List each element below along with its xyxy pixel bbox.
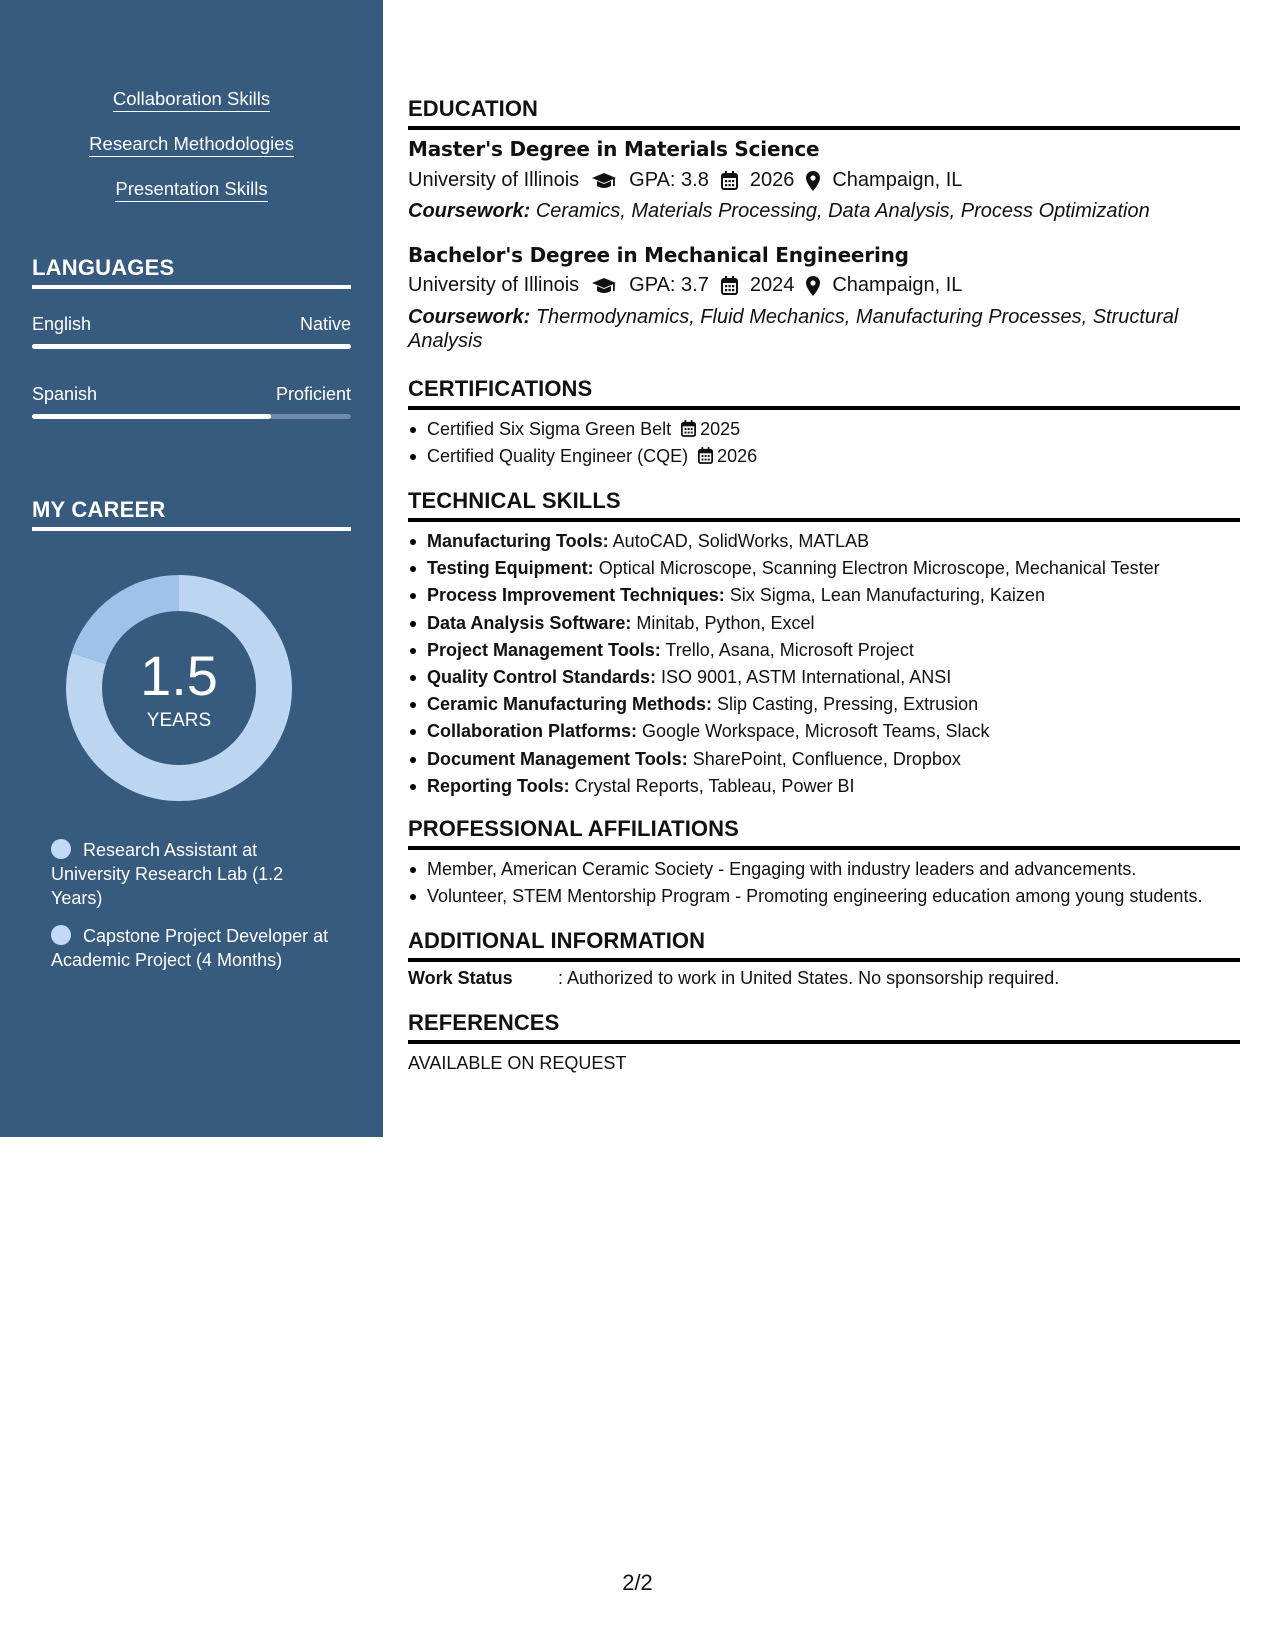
career-years-value: 1.5 (140, 644, 218, 707)
bullet-dot-icon (51, 925, 71, 945)
technical-skills-list (408, 528, 1240, 800)
education-details (408, 169, 962, 192)
location-pin-icon (806, 171, 820, 191)
career-heading: MY CAREER (32, 497, 351, 531)
language-row-english (32, 314, 351, 335)
language-bar-fill (32, 414, 271, 419)
list-item: Ceramic Manufacturing Methods: Slip Casting, Pressing, Extrusion (408, 691, 1240, 718)
bullet-dot-icon (51, 839, 71, 859)
location-pin-icon (806, 276, 820, 296)
calendar-icon (681, 420, 696, 437)
career-years-unit: YEARS (146, 710, 212, 731)
gpa: GPA: 3.8 (629, 169, 709, 191)
certifications-list (408, 416, 1240, 470)
list-item: Testing Equipment: Optical Microscope, Scanning Electron Microscope, Mechanical Tester (408, 555, 1240, 582)
location: Champaign, IL (832, 274, 963, 296)
school-name: University of Illinois (408, 274, 580, 296)
list-item: Volunteer, STEM Mentorship Program - Promoting engineering education among young students. (408, 883, 1240, 910)
degree-title: Master's Degree in Materials Science (408, 137, 820, 161)
degree-title: Bachelor's Degree in Mechanical Engineering (408, 243, 909, 267)
coursework: Coursework: Thermodynamics, Fluid Mechanics, Manufacturing Processes, Structural Analysis (408, 306, 1179, 352)
education-heading: EDUCATION (408, 96, 1240, 130)
language-row-spanish (32, 384, 351, 405)
calendar-icon (721, 171, 738, 190)
work-status-label: Work Status (408, 968, 513, 988)
calendar-icon (721, 276, 738, 295)
coursework: Coursework: Ceramics, Materials Processing, Data Analysis, Process Optimization (408, 200, 1150, 222)
language-name: Spanish (32, 384, 98, 404)
language-bar-spanish (32, 414, 351, 419)
references-heading: REFERENCES (408, 1010, 1240, 1044)
list-item: Quality Control Standards: ISO 9001, ASTM International, ANSI (408, 664, 1240, 691)
affiliations-list (408, 856, 1240, 910)
list-item: Certified Six Sigma Green Belt 2025 (408, 416, 1240, 443)
school-name: University of Illinois (408, 169, 580, 191)
graduation-year: 2024 (749, 274, 795, 296)
list-item: Reporting Tools: Crystal Reports, Tableau, Power BI (408, 773, 1240, 800)
language-bar-english (32, 344, 351, 349)
skill-link-collaboration[interactable]: Collaboration Skills (0, 88, 383, 110)
list-item: Project Management Tools: Trello, Asana, Microsoft Project (408, 637, 1240, 664)
list-item: Collaboration Platforms: Google Workspace, Microsoft Teams, Slack (408, 718, 1240, 745)
additional-info-heading: ADDITIONAL INFORMATION (408, 928, 1240, 962)
work-status-row (408, 968, 1059, 989)
list-item: Process Improvement Techniques: Six Sigma, Lean Manufacturing, Kaizen (408, 582, 1240, 609)
references-text: AVAILABLE ON REQUEST (408, 1053, 627, 1073)
career-donut-chart (66, 575, 292, 801)
education-details (408, 274, 962, 297)
skill-link-research[interactable]: Research Methodologies (0, 133, 383, 155)
language-name: English (32, 314, 92, 334)
language-bar-fill (32, 344, 351, 349)
calendar-icon (698, 447, 713, 464)
list-item: Member, American Ceramic Society - Engaging with industry leaders and advancements. (408, 856, 1240, 883)
graduation-cap-icon (591, 172, 617, 190)
affiliations-heading: PROFESSIONAL AFFILIATIONS (408, 816, 1240, 850)
page-number: 2/2 (622, 1570, 653, 1595)
career-item: Capstone Project Developer at Academic Project (4 Months) (51, 926, 329, 970)
work-status-value: : Authorized to work in United States. No sponsorship required. (558, 968, 1060, 988)
graduation-cap-icon (591, 277, 617, 295)
language-level: Native (299, 314, 351, 334)
sidebar (0, 0, 383, 1137)
graduation-year: 2026 (749, 169, 795, 191)
certifications-heading: CERTIFICATIONS (408, 376, 1240, 410)
languages-heading: LANGUAGES (32, 255, 351, 289)
skill-link-presentation[interactable]: Presentation Skills (0, 178, 383, 200)
location: Champaign, IL (832, 169, 963, 191)
career-item: Research Assistant at University Research Lab (1.2 Years) (51, 840, 284, 908)
language-level: Proficient (275, 384, 351, 404)
gpa: GPA: 3.7 (629, 274, 709, 296)
list-item: Manufacturing Tools: AutoCAD, SolidWorks, MATLAB (408, 528, 1240, 555)
list-item: Data Analysis Software: Minitab, Python, Excel (408, 610, 1240, 637)
technical-skills-heading: TECHNICAL SKILLS (408, 488, 1240, 522)
list-item: Document Management Tools: SharePoint, Confluence, Dropbox (408, 746, 1240, 773)
list-item: Certified Quality Engineer (CQE) 2026 (408, 443, 1240, 470)
